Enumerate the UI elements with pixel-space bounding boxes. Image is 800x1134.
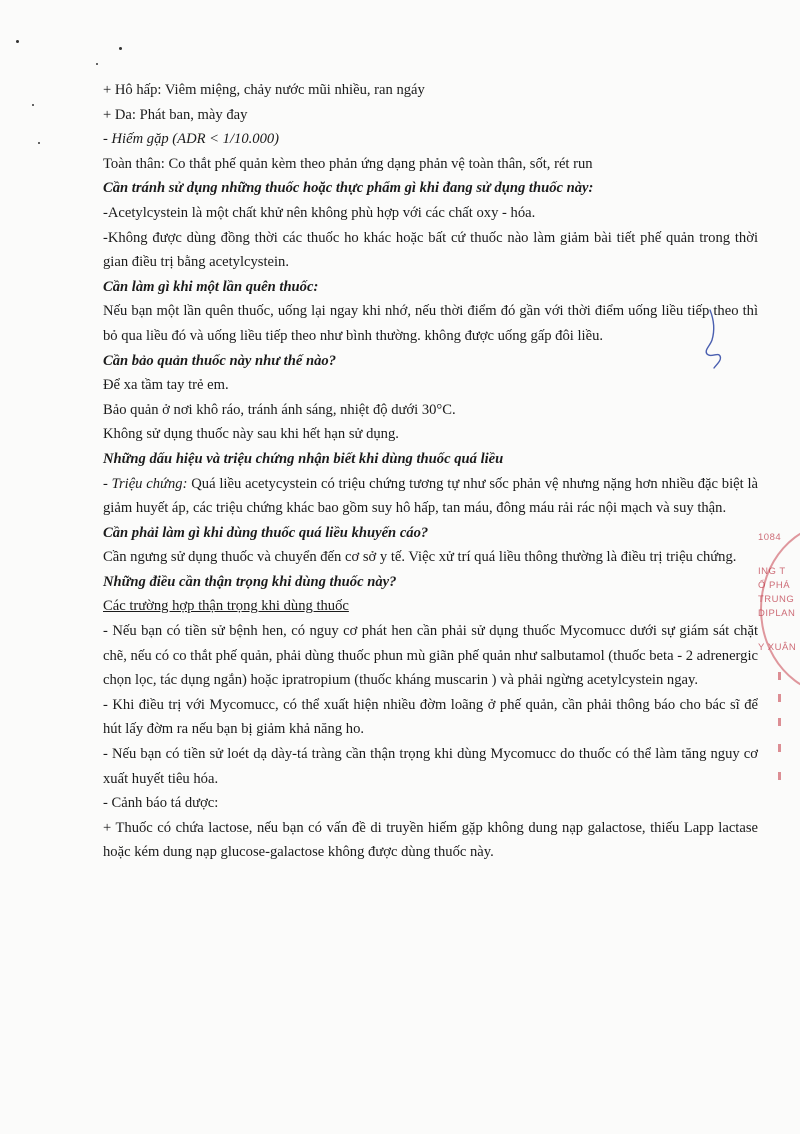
scan-speck <box>32 104 34 106</box>
section-heading: Cần bảo quản thuốc này như thế nào? <box>103 352 336 369</box>
stamp-text: Y XUÂN <box>758 642 797 653</box>
text-paragraph: Nếu bạn một lần quên thuốc, uống lại ngay khi nhớ, nếu thời điểm đó gần với thời điểm uống liều tiếp theo thì bỏ qua liều đó và uống liều tiếp theo như bình thường. không được uống gấp đôi liều. <box>103 303 758 344</box>
official-stamp <box>752 522 800 792</box>
stamp-text: 1084 <box>758 532 782 543</box>
text-line: + Da: Phát ban, mày đay <box>103 106 248 123</box>
scan-speck <box>16 40 19 43</box>
section-heading: Cần phải làm gì khi dùng thuốc quá liều khuyến cáo? <box>103 524 429 541</box>
text-paragraph: - Nếu bạn có tiền sử bệnh hen, có nguy cơ phát hen cần phải sử dụng thuốc Mycomucc dưới sự giám sát chặt chẽ, nếu có co thắt phế quản, phải dùng thuốc phun mù giãn phế quản như salbutamol (thuốc beta - 2 adrenergic chọn lọc, tác dụng ngắn) hoặc ipratropium (thuốc kháng muscarin ) và phải ngừng acetylcystein ngay. <box>103 623 758 689</box>
subsection-title: Các trường hợp thận trọng khi dùng thuốc <box>103 598 349 615</box>
text-line: Để xa tầm tay trẻ em. <box>103 377 229 394</box>
pen-mark <box>702 308 732 370</box>
text-paragraph: + Thuốc có chứa lactose, nếu bạn có vấn đề di truyền hiếm gặp không dung nạp galactose, thiếu Lapp lactase hoặc kém dung nạp glucose-galactose không được dùng thuốc này. <box>103 819 758 861</box>
scan-speck <box>38 142 40 144</box>
section-heading: Cần làm gì khi một lần quên thuốc: <box>103 278 319 295</box>
stamp-text: TRUNG <box>758 594 795 605</box>
section-heading: Những điều cần thận trọng khi dùng thuốc này? <box>103 573 397 590</box>
stamp-text: Ổ PHÁ <box>758 580 791 591</box>
text-line: -Acetylcystein là một chất khử nên không phù hợp với các chất oxy - hóa. <box>103 204 536 221</box>
stamp-mark <box>778 772 781 780</box>
text-paragraph: - Khi điều trị với Mycomucc, có thể xuất hiện nhiều đờm loãng ở phế quản, cần phải thông báo cho bác sĩ để hút lấy đờm ra nếu bạn bị giảm khả năng ho. <box>103 696 758 738</box>
text-paragraph: Cần ngưng sử dụng thuốc và chuyển đến cơ sở y tế. Việc xử trí quá liều thông thường là điều trị triệu chứng. <box>103 549 737 566</box>
text-line: + Hô hấp: Viêm miệng, chảy nước mũi nhiều, ran ngáy <box>103 82 425 98</box>
text-paragraph: -Không được dùng đồng thời các thuốc ho khác hoặc bất cứ thuốc nào làm giảm bài tiết phế quản trong thời gian điều trị bằng acetylcystein. <box>103 229 758 271</box>
stamp-text: DIPLAN <box>758 608 796 619</box>
stamp-mark <box>778 672 781 680</box>
text-line: Không sử dụng thuốc này sau khi hết hạn sử dụng. <box>103 426 399 443</box>
text-line: - Hiếm gặp (ADR < 1/10.000) <box>103 131 280 148</box>
scan-speck <box>96 63 98 65</box>
section-heading: Những dấu hiệu và triệu chứng nhận biết khi dùng thuốc quá liều <box>103 450 504 467</box>
text-paragraph: - Nếu bạn có tiền sử loét dạ dày-tá tràng cần thận trọng khi dùng Mycomucc do thuốc có thể làm tăng nguy cơ xuất huyết tiêu hóa. <box>103 746 758 787</box>
stamp-text: ING T <box>758 566 786 577</box>
symptom-label: - Triệu chứng: <box>103 475 188 492</box>
text-paragraph <box>103 472 758 521</box>
scan-speck <box>119 47 122 50</box>
text-line: Toàn thân: Co thắt phế quản kèm theo phản ứng dạng phản vệ toàn thân, sốt, rét run <box>103 155 593 172</box>
symptom-text: Quá liều acetycystein có triệu chứng tương tự như sốc phản vệ nhưng nặng hơn nhiều đặc biệt là giảm huyết áp, các triệu chứng khác bao gồm suy hô hấp, tan máu, đông máu rải rác nội mạch và suy thận. <box>103 475 758 517</box>
stamp-mark <box>778 744 781 752</box>
leaflet-text <box>103 78 758 865</box>
section-heading: Cần tránh sử dụng những thuốc hoặc thực phẩm gì khi đang sử dụng thuốc này: <box>103 180 594 197</box>
stamp-mark <box>778 718 781 726</box>
stamp-mark <box>778 694 781 702</box>
text-line: Bảo quản ở nơi khô ráo, tránh ánh sáng, nhiệt độ dưới 30°C. <box>103 401 456 418</box>
text-line: - Cảnh báo tá dược: <box>103 795 219 812</box>
